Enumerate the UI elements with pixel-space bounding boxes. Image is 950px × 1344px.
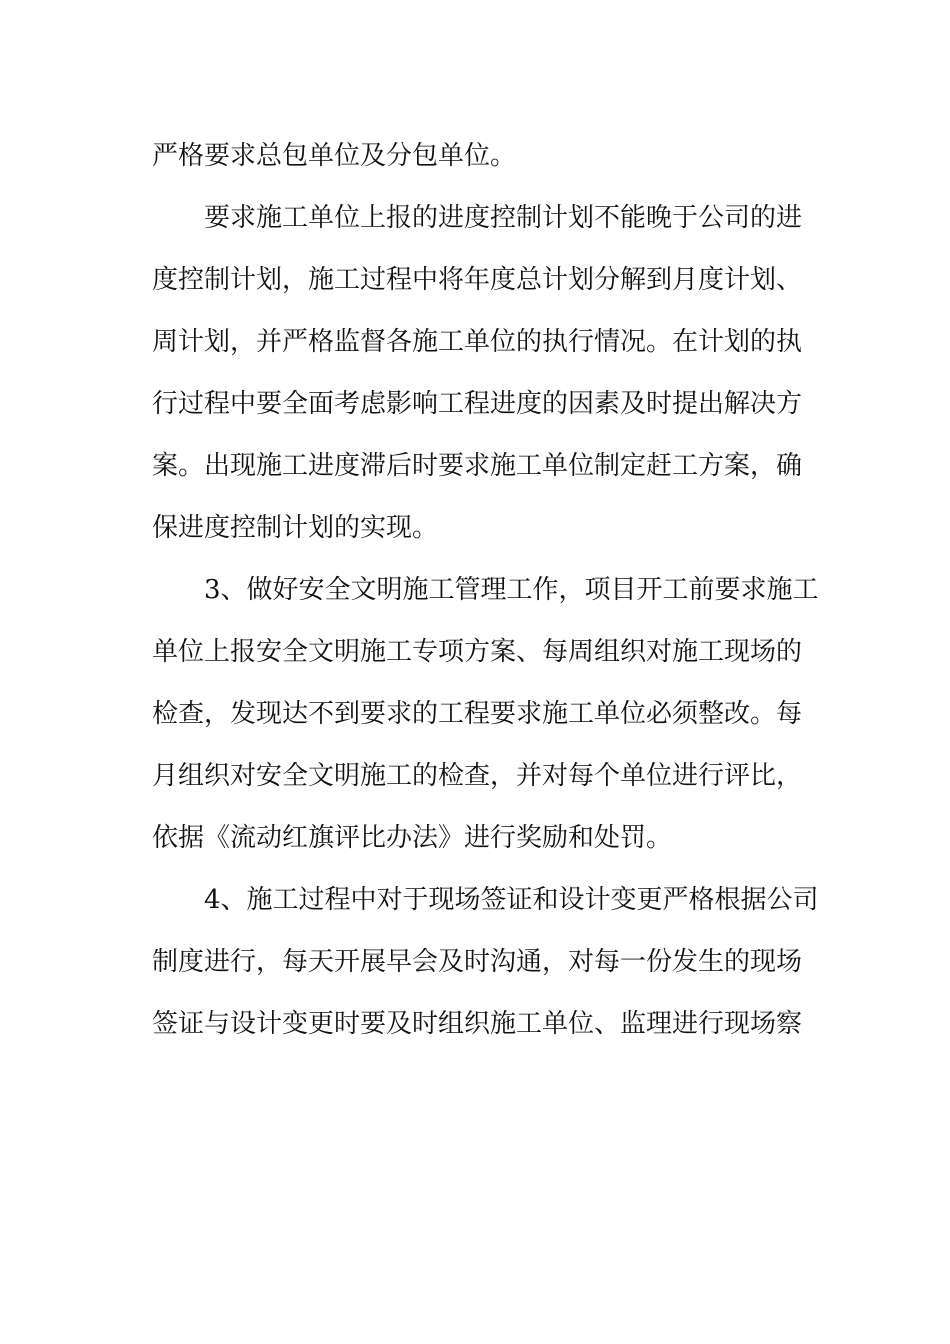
text-line: 严格要求总包单位及分包单位。 (152, 141, 517, 171)
text-line: 签证与设计变更时要及时组织施工单位、监理进行现场察 (152, 1009, 803, 1039)
text-line: 案。出现施工进度滞后时要求施工单位制定赶工方案，确 (152, 451, 803, 481)
text-line: 周计划，并严格监督各施工单位的执行情况。在计划的执 (152, 327, 803, 357)
document-body (152, 125, 819, 1055)
text-line: 检查，发现达不到要求的工程要求施工单位必须整改。每 (152, 699, 803, 729)
text-line: 行过程中要全面考虑影响工程进度的因素及时提出解决方 (152, 389, 803, 419)
text-line: 单位上报安全文明施工专项方案、每周组织对施工现场的 (152, 637, 803, 667)
text-line: 月组织对安全文明施工的检查，并对每个单位进行评比， (152, 761, 803, 791)
text-line: 4、施工过程中对于现场签证和设计变更严格根据公司 (204, 885, 819, 915)
text-line: 保进度控制计划的实现。 (152, 513, 439, 543)
text-line: 度控制计划，施工过程中将年度总计划分解到月度计划、 (152, 265, 803, 295)
text-line: 依据《流动红旗评比办法》进行奖励和处罚。 (152, 823, 673, 853)
text-line: 制度进行，每天开展早会及时沟通，对每一份发生的现场 (152, 947, 803, 977)
text-line: 3、做好安全文明施工管理工作，项目开工前要求施工 (204, 575, 819, 605)
text-line: 要求施工单位上报的进度控制计划不能晚于公司的进 (204, 203, 803, 233)
